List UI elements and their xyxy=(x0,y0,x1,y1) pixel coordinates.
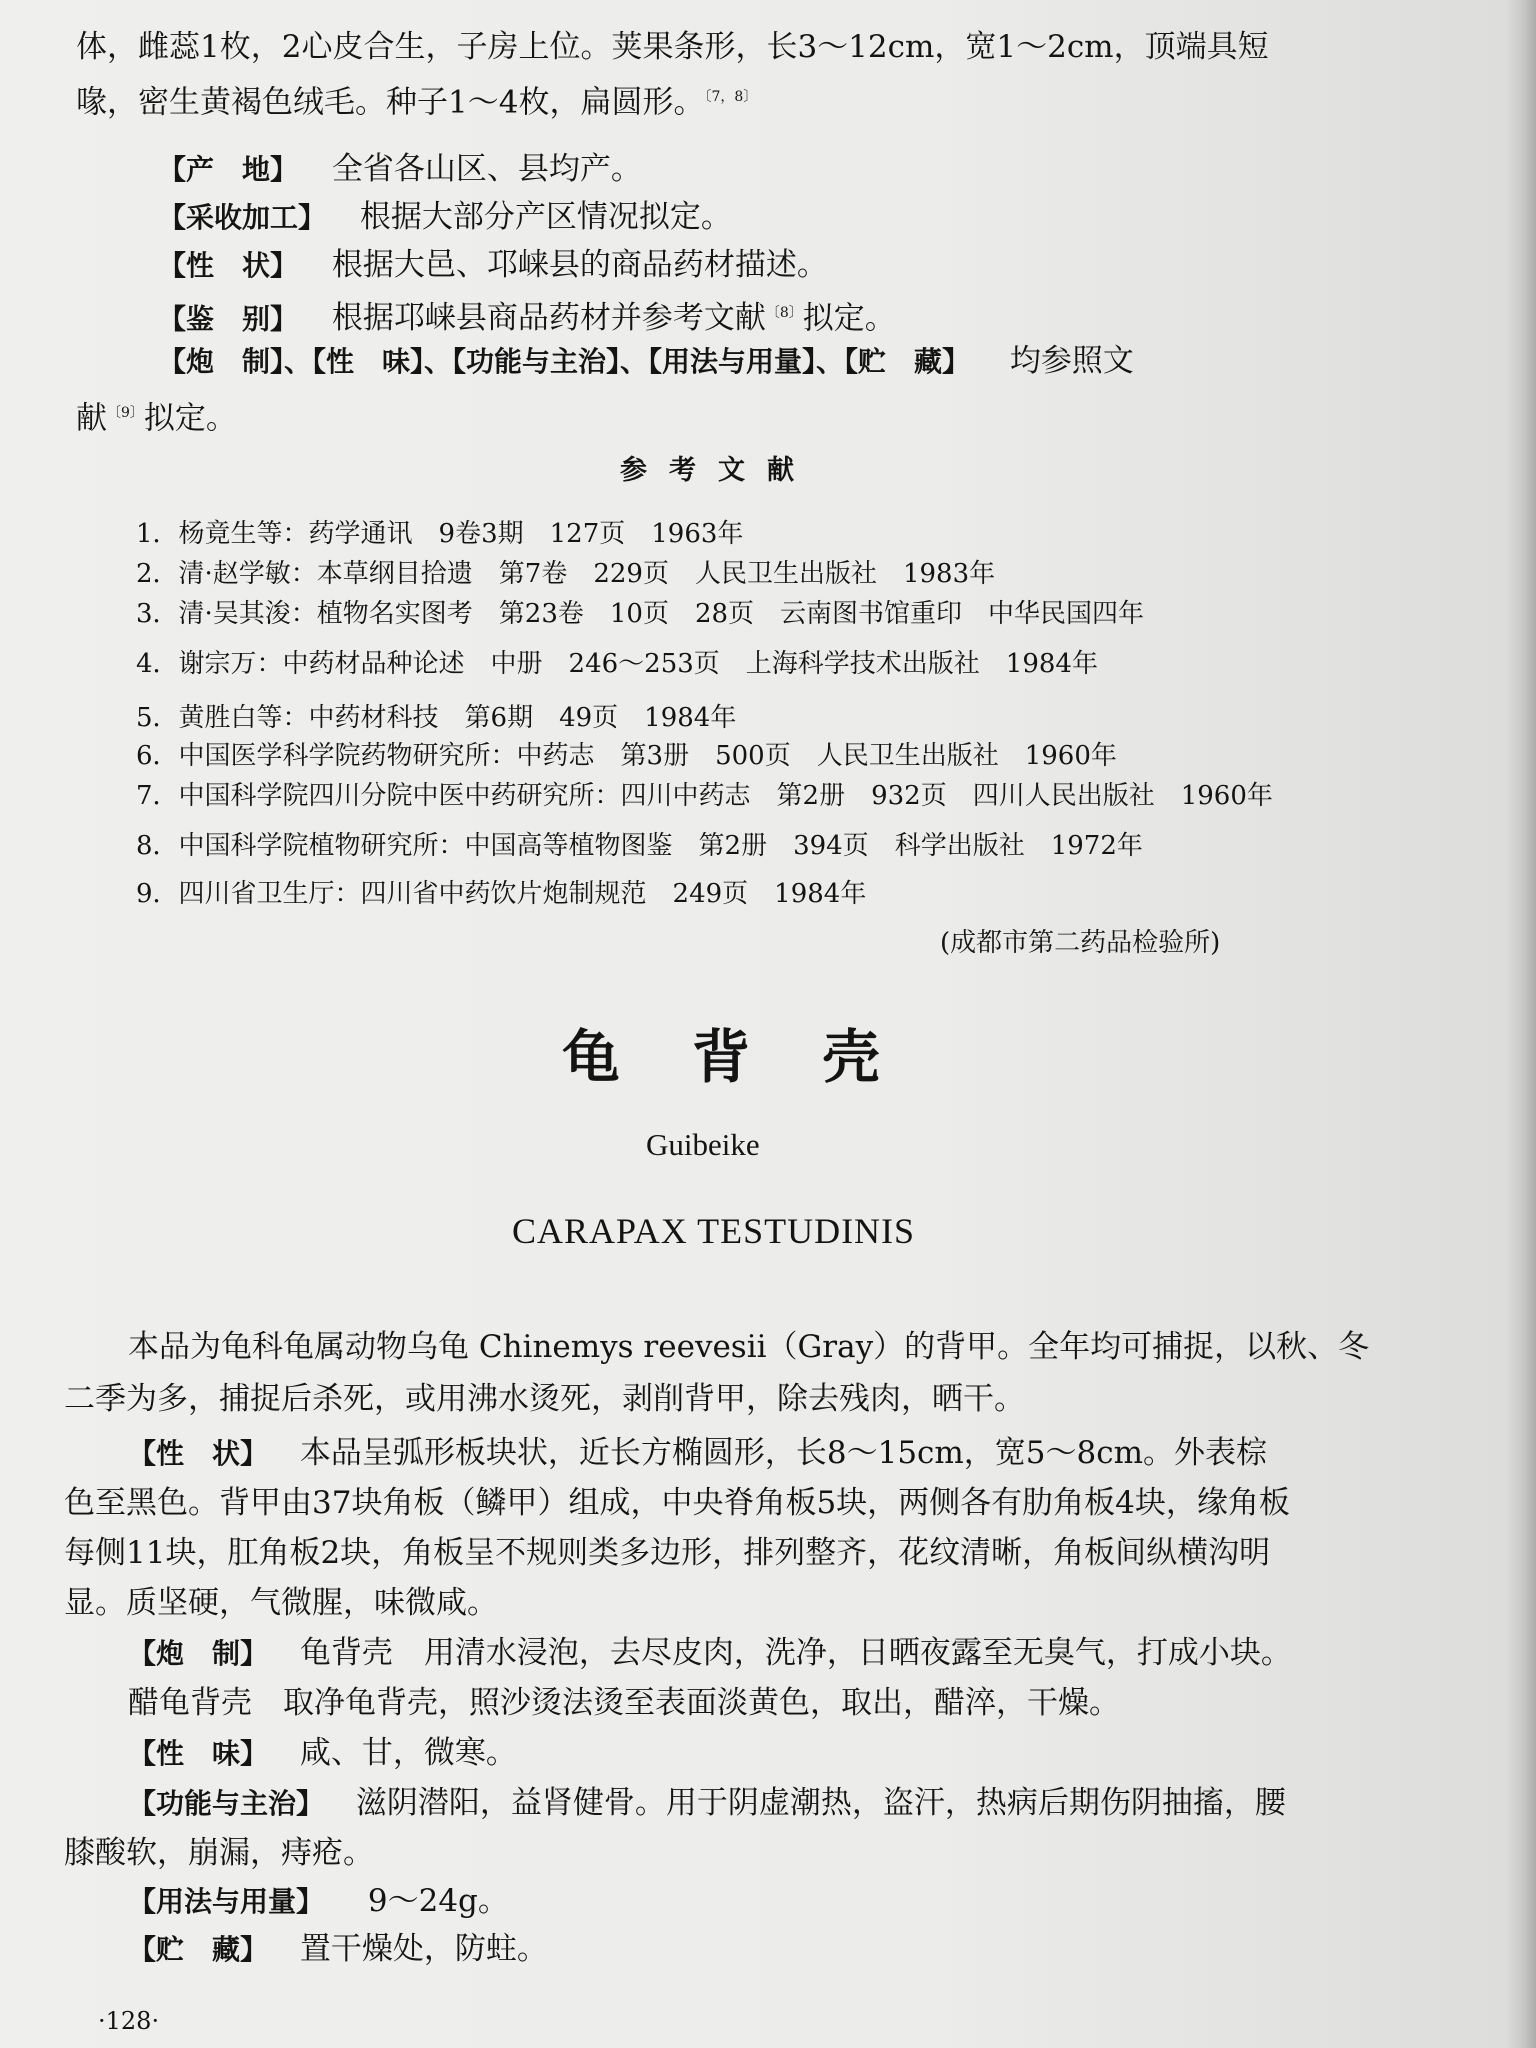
storage-row xyxy=(128,1928,548,1971)
character-tag-top: 【性 状】 xyxy=(158,249,299,282)
intro-line-1: 本品为龟科龟属动物乌龟 Chinemys reevesii（Gray）的背甲。全年均可捕捉，以秋、冬 xyxy=(128,1329,1370,1365)
identify-text-post: 拟定。 xyxy=(802,300,896,337)
character-row xyxy=(128,1432,1267,1475)
function-row xyxy=(128,1782,1286,1825)
combo-row-2 xyxy=(76,392,237,439)
intro-line-2: 二季为多，捕捉后杀死，或用沸水烫死，剥削背甲，除去残肉，晒干。 xyxy=(64,1381,1025,1417)
entry-pinyin: Guibeike xyxy=(646,1127,760,1162)
reference-item: 5．黄胜白等：中药材科技 第6期 49页 1984年 xyxy=(136,703,737,733)
harvest-tag: 【采收加工】 xyxy=(158,201,327,234)
reference-item: 3．清·吴其浚：植物名实图考 第23卷 10页 28页 云南图书馆重印 中华民国四年 xyxy=(136,599,1145,629)
origin-tag: 【产 地】 xyxy=(158,153,299,186)
identify-tag: 【鉴 别】 xyxy=(158,302,299,336)
combo-line2-post: 拟定。 xyxy=(143,400,237,437)
processing-line-1: 龟背壳 用清水浸泡，去尽皮肉，洗净，日晒夜露至无臭气，打成小块。 xyxy=(299,1635,1292,1671)
character-line-2: 色至黑色。背甲由37块角板（鳞甲）组成，中央脊角板5块，两侧各有肋角板4块，缘角板 xyxy=(64,1485,1290,1521)
reference-item: 7．中国科学院四川分院中医中药研究所：四川中药志 第2册 932页 四川人民出版社 1960年 xyxy=(136,781,1273,811)
taste-tag: 【性 味】 xyxy=(128,1737,269,1770)
function-tag: 【功能与主治】 xyxy=(128,1787,325,1820)
citation-7-8: 〔7，8〕 xyxy=(704,89,758,105)
taste-row xyxy=(128,1732,517,1775)
reference-item: 4．谢宗万：中药材品种论述 中册 246～253页 上海科学技术出版社 1984年 xyxy=(136,649,1098,679)
reference-item: 2．清·赵学敏：本草纲目拾遗 第7卷 229页 人民卫生出版社 1983年 xyxy=(136,559,996,589)
page-edge-shadow xyxy=(1506,0,1536,2048)
combo-line2-pre: 献 xyxy=(76,400,107,437)
references-heading: 参考文献 xyxy=(620,455,816,486)
processing-line-2: 醋龟背壳 取净龟背壳，照沙烫法烫至表面淡黄色，取出，醋淬，干燥。 xyxy=(128,1685,1120,1721)
top-line-2-text: 喙，密生黄褐色绒毛。种子1～4枚，扁圆形。 xyxy=(76,84,705,121)
harvest-row xyxy=(158,196,732,239)
citation-9: 〔9〕 xyxy=(107,405,144,421)
identify-text-pre: 根据邛崃县商品药材并参考文献 xyxy=(331,300,766,337)
combo-row xyxy=(158,340,1134,383)
character-line-3: 每侧11块，肛角板2块，角板呈不规则类多边形，排列整齐，花纹清晰，角板间纵横沟明 xyxy=(64,1535,1271,1571)
function-line-2: 膝酸软，崩漏，痔疮。 xyxy=(64,1835,374,1871)
reference-item: 8．中国科学院植物研究所：中国高等植物图鉴 第2册 394页 科学出版社 1972年 xyxy=(136,831,1143,861)
usage-text: 9～24g。 xyxy=(367,1883,509,1919)
character-line-4: 显。质坚硬，气微腥，味微咸。 xyxy=(64,1585,498,1621)
function-line-1: 滋阴潜阳，益肾健骨。用于阴虚潮热，盗汗，热病后期伤阴抽搐，腰 xyxy=(355,1785,1286,1821)
entry-title: 龟背壳 xyxy=(562,1023,953,1091)
storage-text: 置干燥处，防蛀。 xyxy=(299,1931,548,1967)
reference-item: 1．杨竟生等：药学通讯 9卷3期 127页 1963年 xyxy=(136,519,744,549)
reference-item: 9．四川省卫生厅：四川省中药饮片炮制规范 249页 1984年 xyxy=(136,879,867,909)
character-text-top: 根据大邑、邛崃县的商品药材描述。 xyxy=(331,247,828,283)
top-line-2 xyxy=(76,76,757,123)
identify-row xyxy=(158,292,896,340)
character-tag: 【性 状】 xyxy=(128,1437,269,1470)
character-line-1: 本品呈弧形板块状，近长方椭圆形，长8～15cm，宽5～8cm。外表棕 xyxy=(299,1435,1268,1471)
origin-text: 全省各山区、县均产。 xyxy=(331,151,642,187)
storage-tag: 【贮 藏】 xyxy=(128,1933,269,1966)
taste-text: 咸、甘，微寒。 xyxy=(299,1735,517,1771)
reference-author: (成都市第二药品检验所) xyxy=(940,928,1221,958)
origin-row xyxy=(158,148,642,191)
processing-tag: 【炮 制】 xyxy=(128,1637,269,1670)
combo-text: 均参照文 xyxy=(1009,343,1134,379)
usage-tag: 【用法与用量】 xyxy=(128,1885,325,1918)
page-number: ·128· xyxy=(98,2007,160,2035)
combo-tags: 【炮 制】、【性 味】、【功能与主治】、【用法与用量】、【贮 藏】 xyxy=(158,345,971,378)
reference-item: 6．中国医学科学院药物研究所：中药志 第3册 500页 人民卫生出版社 1960年 xyxy=(136,741,1117,771)
entry-latin: CARAPAX TESTUDINIS xyxy=(512,1211,916,1251)
harvest-text: 根据大部分产区情况拟定。 xyxy=(359,199,732,235)
usage-row xyxy=(128,1880,509,1923)
citation-8: 〔8〕 xyxy=(765,305,803,321)
top-line-1: 体，雌蕊1枚，2心皮合生，子房上位。荚果条形，长3～12cm，宽1～2cm，顶端具短 xyxy=(76,29,1269,65)
processing-row xyxy=(128,1632,1292,1675)
character-row-top xyxy=(158,244,828,287)
